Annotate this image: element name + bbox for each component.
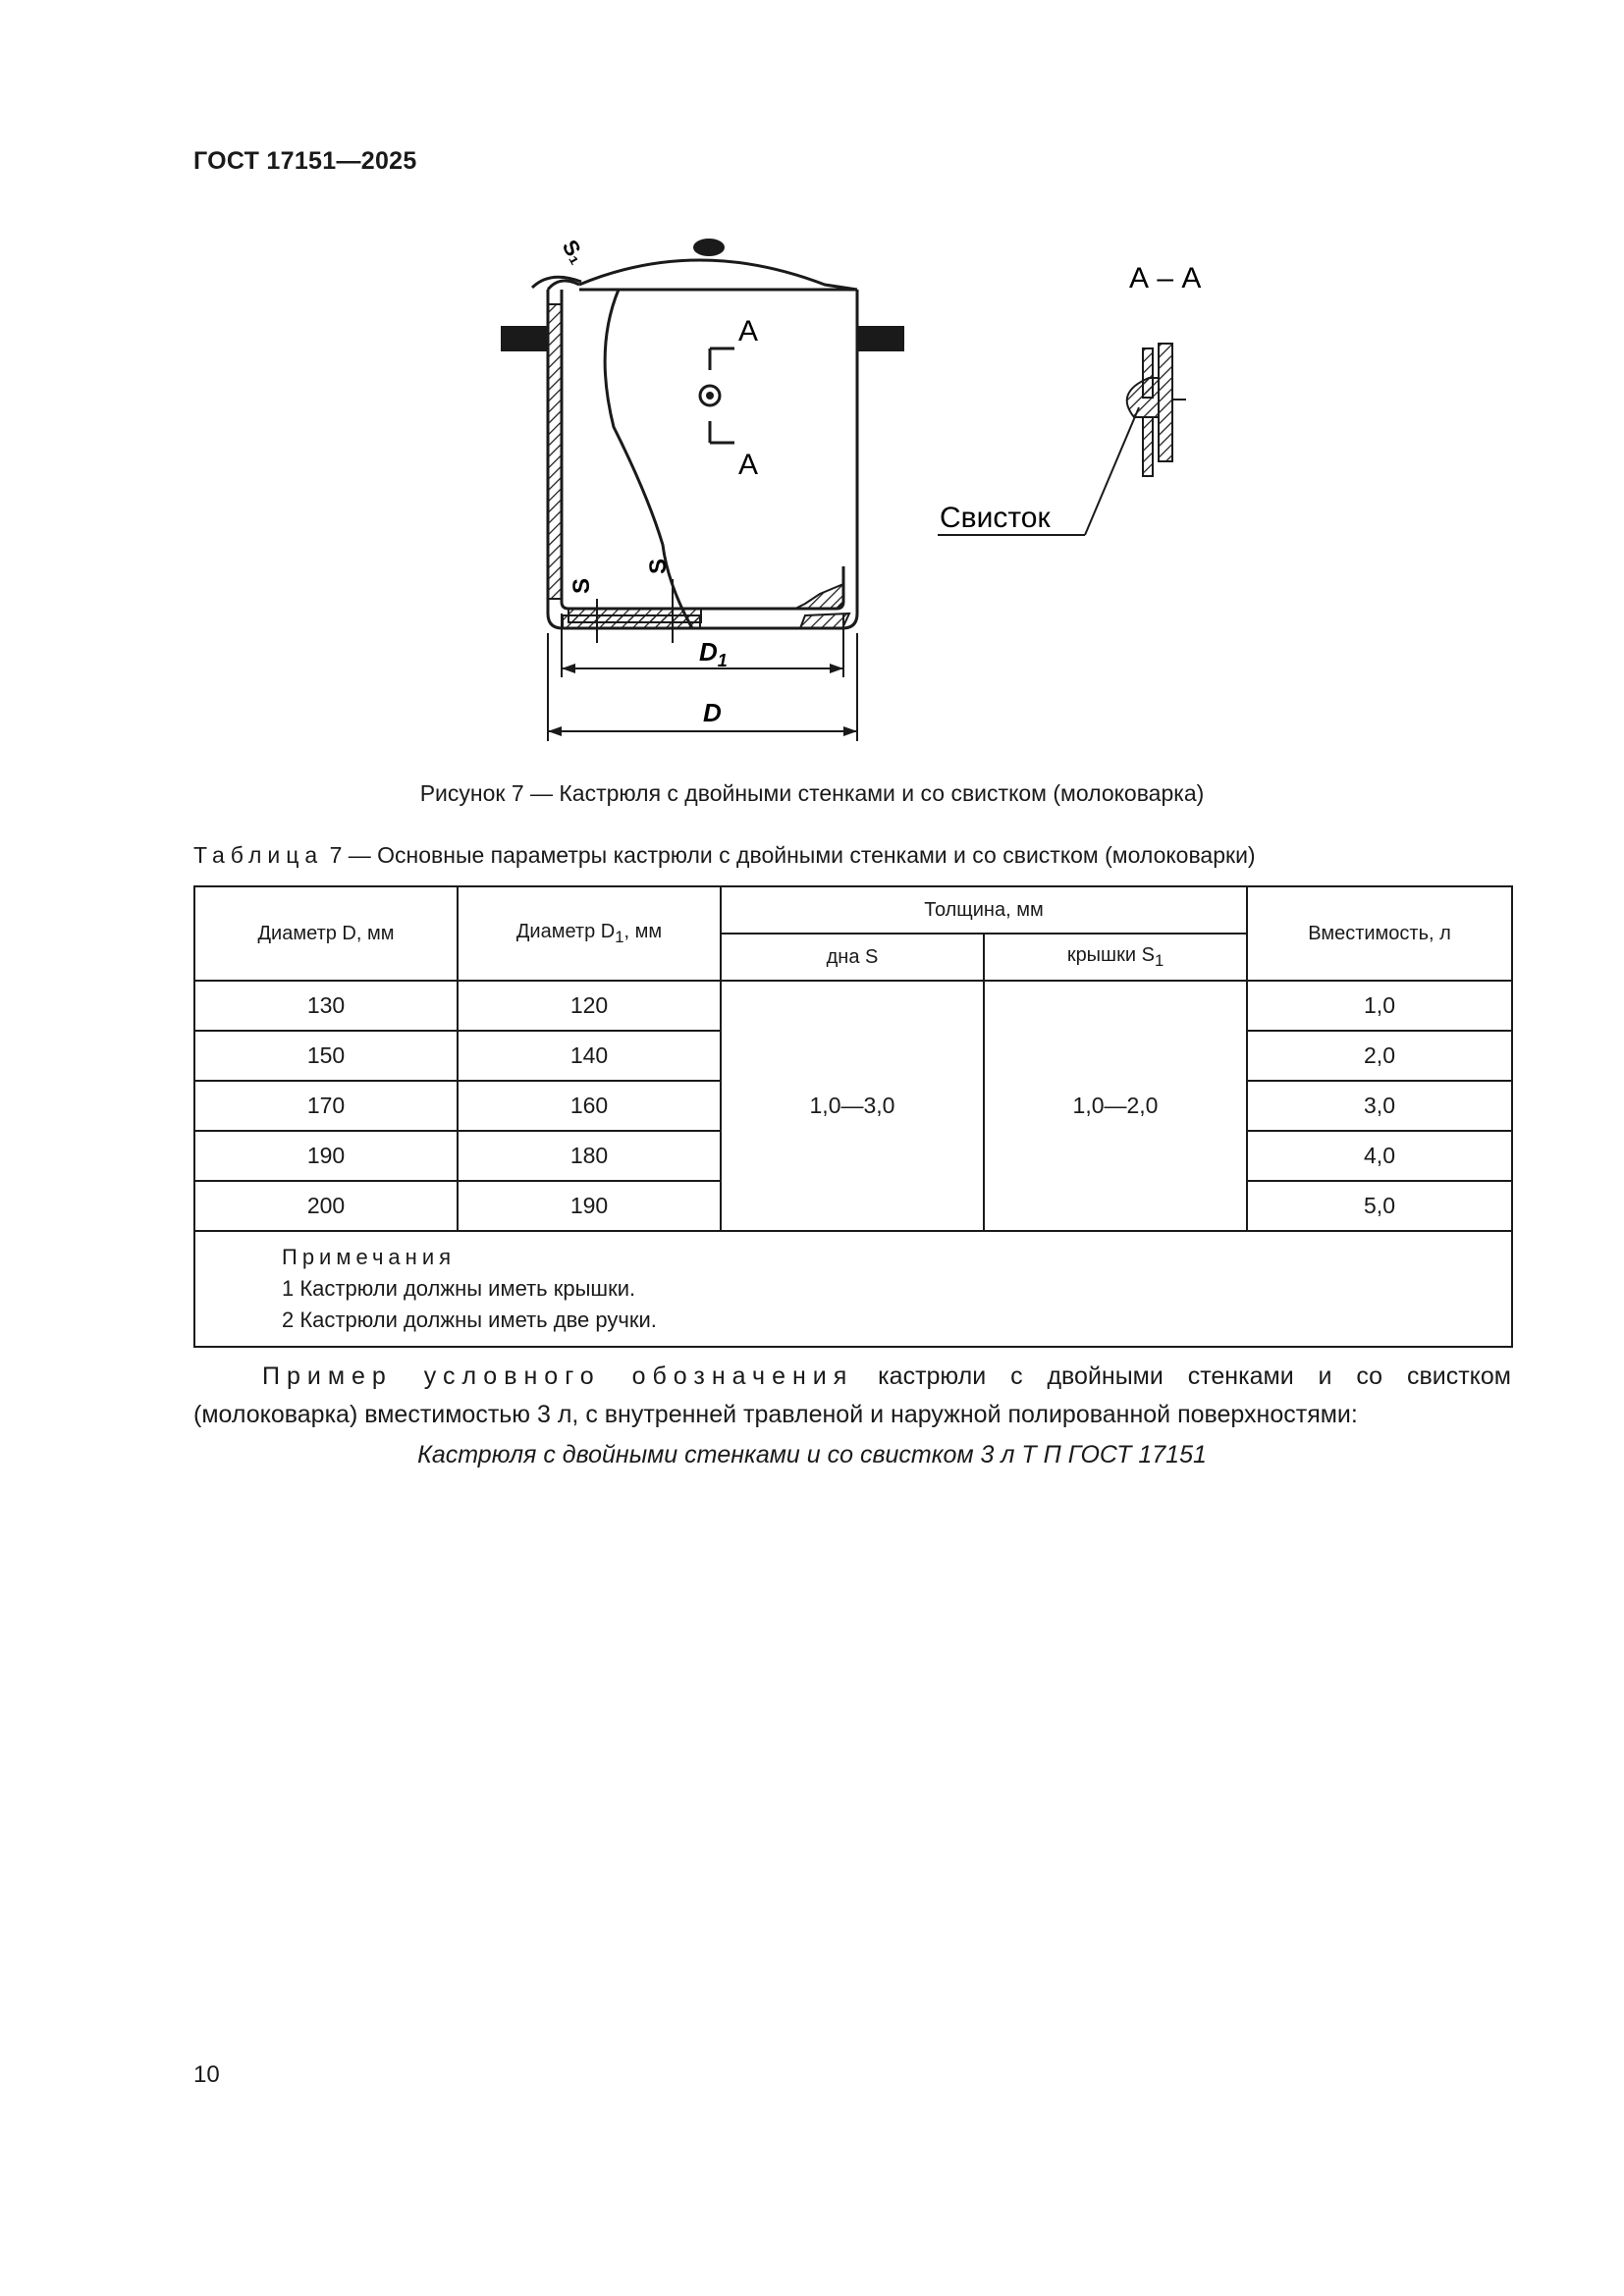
paragraph-spaced: Пример условного обозначения xyxy=(262,1362,854,1390)
cell-d: 130 xyxy=(194,981,458,1031)
paragraph-rest: кастрюли с двойными стенками и со свистком (молоковарка) вместимостью 3 л, с внутренней травленой и наружной полированной поверхностями: xyxy=(193,1362,1511,1428)
cell-capacity: 5,0 xyxy=(1247,1181,1512,1231)
notes-cell xyxy=(194,1231,1512,1347)
header-bottom: дна S xyxy=(721,934,984,981)
header-thickness: Толщина, мм xyxy=(721,886,1247,934)
dim-d1: $D_1$ xyxy=(699,637,728,670)
section-detail xyxy=(1127,344,1186,476)
notes-title: Примечания xyxy=(282,1245,457,1269)
cell-bottom-thickness: 1,0—3,0 xyxy=(721,981,984,1231)
designation-example: Кастрюля с двойными стенками и со свистком 3 л Т П ГОСТ 17151 xyxy=(417,1441,1207,1468)
dim-s-left: S xyxy=(568,577,595,594)
table-title-prefix: Таблица xyxy=(193,842,324,868)
lid-knob xyxy=(693,239,725,256)
table-title-rest: 7 — Основные параметры кастрюли с двойными стенками и со свистком (молоковарки) xyxy=(323,842,1256,868)
header-diameter-d1: Диаметр $D_1$, мм xyxy=(458,886,721,981)
cut-label-top: А xyxy=(738,315,759,347)
pot-drawing xyxy=(471,211,1237,761)
dim-s1: S₁ xyxy=(557,236,591,269)
note-item: 1 Кастрюли должны иметь крышки. xyxy=(282,1276,636,1301)
dim-s-right: S xyxy=(645,558,672,574)
cell-d1: 140 xyxy=(458,1031,721,1081)
cell-d1: 180 xyxy=(458,1131,721,1181)
page-number: 10 xyxy=(193,2061,220,2088)
cell-d1: 160 xyxy=(458,1081,721,1131)
cut-label-bottom: А xyxy=(738,449,759,481)
cell-capacity: 2,0 xyxy=(1247,1031,1512,1081)
table-title xyxy=(193,842,1256,869)
header-diameter-d: Диаметр D, мм xyxy=(194,886,458,981)
section-label: А – А xyxy=(1129,262,1202,294)
cell-capacity: 1,0 xyxy=(1247,981,1512,1031)
figure-caption: Рисунок 7 — Кастрюля с двойными стенками и со свистком (молоковарка) xyxy=(419,780,1205,806)
cell-capacity: 3,0 xyxy=(1247,1081,1512,1131)
pot-body xyxy=(532,260,857,628)
notes-row xyxy=(194,1231,1512,1347)
parameters-table xyxy=(193,885,1513,1348)
dim-d: D xyxy=(703,698,722,727)
note-item: 2 Кастрюли должны иметь две ручки. xyxy=(282,1308,657,1332)
cell-d: 200 xyxy=(194,1181,458,1231)
document-header: ГОСТ 17151—2025 xyxy=(193,147,417,175)
whistle-label: Свисток xyxy=(940,502,1051,534)
designation-paragraph xyxy=(193,1358,1511,1434)
header-lid: крышки $S_1$ xyxy=(984,934,1247,981)
table-row xyxy=(194,981,1512,1031)
cell-lid-thickness: 1,0—2,0 xyxy=(984,981,1247,1231)
cell-d1: 190 xyxy=(458,1181,721,1231)
cell-d: 150 xyxy=(194,1031,458,1081)
left-handle xyxy=(501,326,548,351)
cell-d: 170 xyxy=(194,1081,458,1131)
cell-d: 190 xyxy=(194,1131,458,1181)
right-handle xyxy=(857,326,904,351)
cell-d1: 120 xyxy=(458,981,721,1031)
header-capacity: Вместимость, л xyxy=(1247,886,1512,981)
cell-capacity: 4,0 xyxy=(1247,1131,1512,1181)
